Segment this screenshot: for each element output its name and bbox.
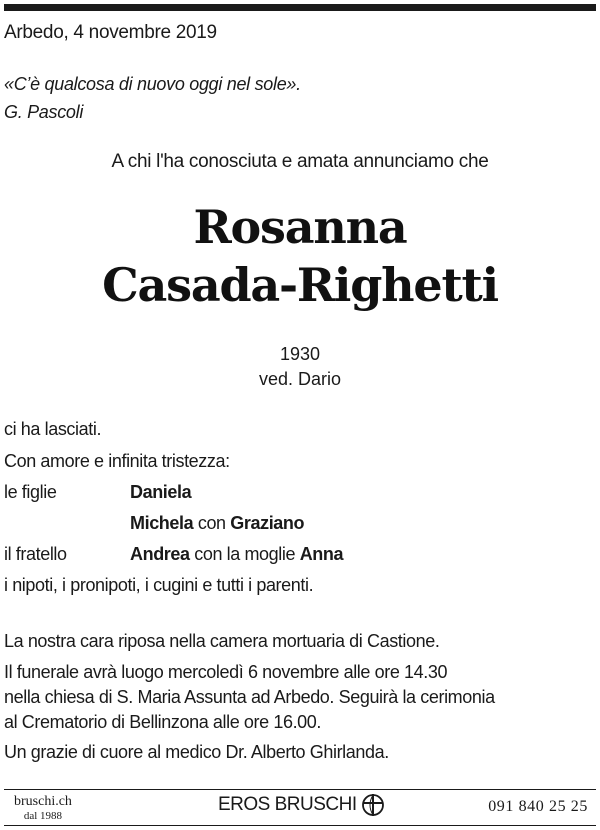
- widow-of: ved. Dario: [258, 369, 342, 389]
- place-date: Arbedo, 4 novembre 2019: [4, 22, 217, 43]
- footer-since: dal 1988: [23, 810, 63, 822]
- footer-site: bruschi.ch: [14, 794, 72, 809]
- other-relatives: i nipoti, i pronipoti, i cugini e tutti i parenti.: [4, 575, 314, 595]
- with-love-text: Con amore e infinita tristezza:: [4, 451, 230, 471]
- daughter-1: Daniela: [130, 482, 192, 502]
- funeral-line-3: al Crematorio di Bellinzona alle ore 16.00.: [4, 712, 321, 732]
- funeral-line-2: nella chiesa di S. Maria Assunta ad Arbedo. Seguirà la cerimonia: [4, 687, 495, 707]
- left-us-text: ci ha lasciati.: [4, 419, 102, 439]
- footer-phone: 091 840 25 25: [488, 798, 588, 815]
- footer-brand: [218, 793, 385, 817]
- daughter-2: Michela con Graziano: [130, 513, 305, 533]
- epigraph-quote: «C’è qualcosa di nuovo oggi nel sole».: [4, 74, 301, 94]
- deceased-surname: Casada-Righetti: [102, 258, 498, 312]
- funeral-line-1: Il funerale avrà luogo mercoledì 6 novembre alle ore 14.30: [4, 662, 448, 682]
- top-rule: [4, 4, 596, 11]
- thanks-text: Un grazie di cuore al medico Dr. Alberto Ghirlanda.: [4, 742, 389, 762]
- footer-rule-bottom: [4, 825, 596, 826]
- cross-globe-icon: [361, 793, 385, 817]
- brother: Andrea con la moglie Anna: [130, 544, 344, 564]
- footer-rule-top: [4, 789, 596, 790]
- daughters-label: le figlie: [4, 482, 57, 502]
- announcement-intro: A chi l'ha conosciuta e amata annunciamo che: [111, 151, 489, 172]
- deceased-first-name: Rosanna: [193, 200, 407, 254]
- resting-place: La nostra cara riposa nella camera mortuaria di Castione.: [4, 631, 440, 651]
- epigraph-author: G. Pascoli: [4, 102, 84, 122]
- footer-site-block: [14, 795, 72, 823]
- brother-label: il fratello: [4, 544, 67, 564]
- brand-name: EROS BRUSCHI: [218, 794, 357, 815]
- birth-year: 1930: [279, 344, 321, 364]
